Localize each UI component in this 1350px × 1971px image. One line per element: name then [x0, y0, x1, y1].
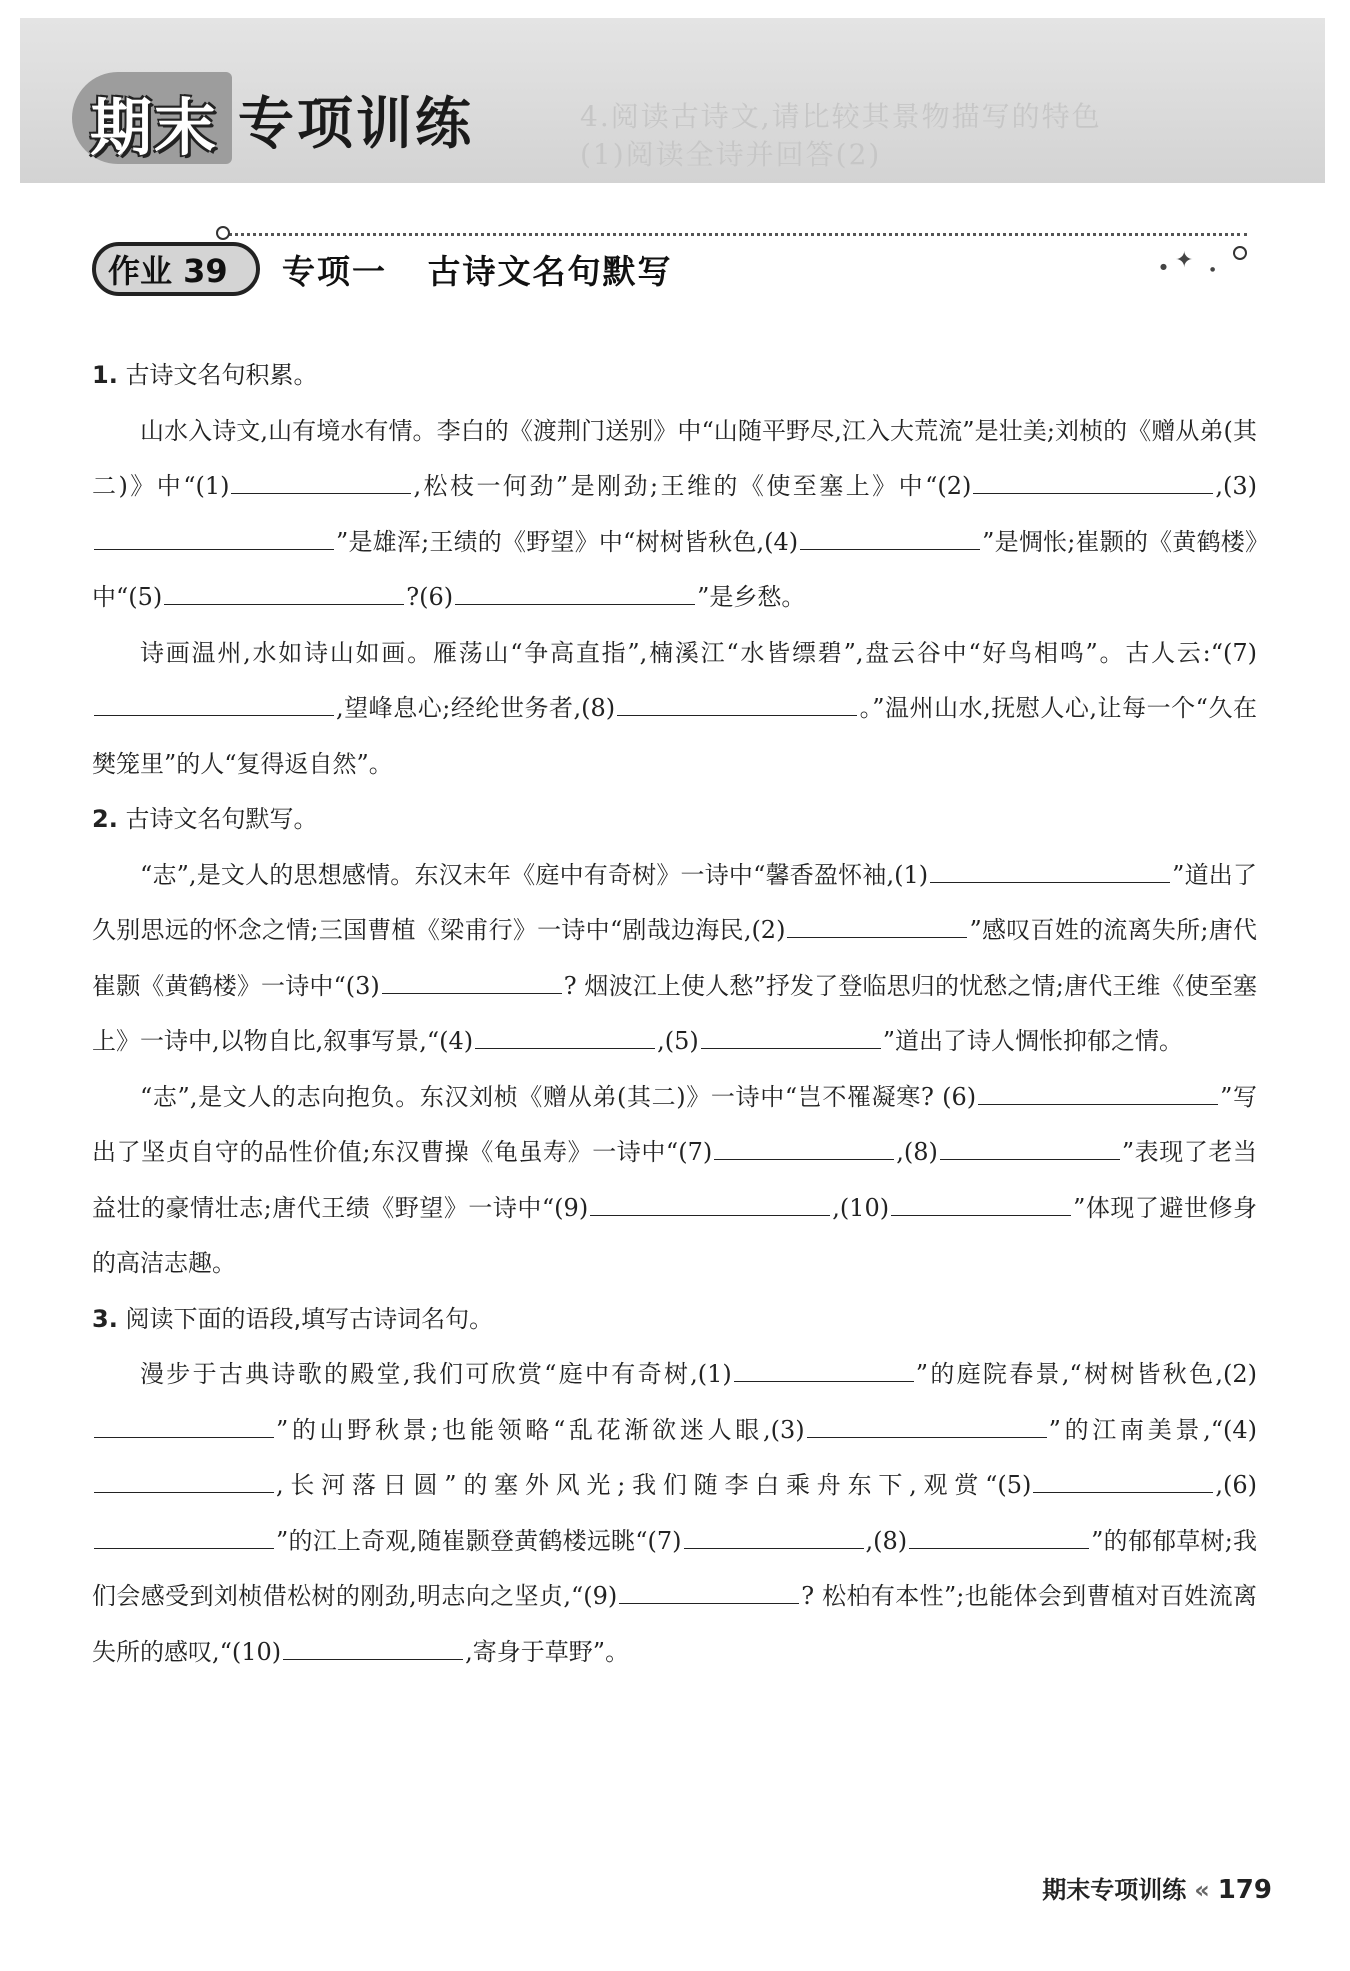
question-1-heading	[92, 348, 1257, 404]
chevron-left-icon: «	[1194, 1876, 1210, 1904]
text-segment: ”的江上奇观,随崔颢登黄鹤楼远眺“(7)	[276, 1526, 682, 1555]
question-title: 阅读下面的语段,填写古诗词名句。	[125, 1304, 494, 1333]
answer-blank[interactable]	[475, 1023, 655, 1049]
text-segment: ,(5)	[657, 1027, 699, 1055]
banner-badge: 期末	[90, 91, 219, 164]
footer-label: 期末专项训练	[1042, 1876, 1187, 1904]
dot-icon: ●	[1160, 262, 1167, 271]
page-number: 179	[1217, 1875, 1272, 1905]
answer-blank[interactable]	[94, 1522, 274, 1548]
question-number: 1.	[92, 361, 118, 389]
answer-blank[interactable]	[930, 856, 1170, 882]
text-segment: ”是惆怅;崔颢的《黄鹤楼》中“(5)	[92, 527, 1258, 611]
answer-blank[interactable]	[978, 1078, 1218, 1104]
text-segment: ”是乡愁。	[697, 583, 806, 611]
text-segment: ,(3)	[1215, 472, 1257, 500]
text-segment: ,寄身于草野”。	[465, 1637, 630, 1666]
assignment-topic: 专项一 古诗文名句默写	[282, 252, 673, 291]
text-segment: ,(10)	[832, 1193, 890, 1222]
banner-ghost-line: (1)阅读全诗并回答(2)	[580, 138, 882, 171]
answer-blank[interactable]	[382, 967, 562, 993]
question-1-paragraph-2	[92, 626, 1257, 793]
question-2-paragraph-1	[92, 848, 1257, 1070]
text-segment: ”的庭院春景,“树树皆秋色,(2)	[915, 1360, 1257, 1388]
text-segment: “志”,是文人的志向抱负。东汉刘桢《赠从弟(其二)》一诗中“岂不罹凝寒? (6)	[140, 1082, 977, 1111]
answer-blank[interactable]	[455, 579, 695, 605]
text-segment: “志”,是文人的思想感情。东汉末年《庭中有奇树》一诗中“馨香盈怀袖,(1)	[140, 860, 929, 889]
dotted-divider	[222, 233, 1247, 236]
text-segment: 诗画温州,水如诗山如画。雁荡山“争高直指”,楠溪江“水皆缥碧”,盘云谷中“好鸟相鸣”。古人云:“(7)	[140, 638, 1257, 667]
question-1-paragraph-1	[92, 404, 1257, 626]
text-segment: ”是雄浑;王绩的《野望》中“树树皆秋色,(4)	[336, 527, 799, 556]
text-segment: ”体现了避世修身的高洁志趣。	[92, 1193, 1257, 1277]
answer-blank[interactable]	[283, 1633, 463, 1659]
question-3-heading	[92, 1292, 1257, 1348]
text-segment: ?(6)	[406, 583, 454, 611]
assignment-badge: 作业 39	[108, 252, 228, 290]
answer-blank[interactable]	[701, 1023, 881, 1049]
text-segment: 。”温州山水,抚慰人心,让每一个“久在樊笼里”的人“复得返自然”。	[92, 694, 1257, 778]
question-title: 古诗文名句积累。	[125, 361, 318, 389]
answer-blank[interactable]	[94, 1411, 274, 1437]
answer-blank[interactable]	[909, 1522, 1089, 1548]
divider-circle-icon	[216, 226, 230, 240]
question-number: 2.	[92, 805, 118, 833]
answer-blank[interactable]	[164, 579, 404, 605]
answer-blank[interactable]	[684, 1522, 864, 1548]
text-segment: ”道出了诗人惆怅抑郁之情。	[882, 1027, 1184, 1055]
text-segment: ”表现了老当益壮的豪情壮志;唐代王绩《野望》一诗中“(9)	[92, 1138, 1257, 1222]
answer-blank[interactable]	[714, 1134, 894, 1160]
text-segment: ? 松柏有本性”;也能体会到曹植对百姓流离失所的感叹,“(10)	[92, 1582, 1257, 1666]
text-segment: ? 烟波江上使人愁”抒发了登临思归的忧愁之情;唐代王维《使至塞上》一诗中,以物自比,叙事写景,“(4)	[92, 971, 1257, 1055]
exercise-content	[92, 348, 1257, 1680]
question-title: 古诗文名句默写。	[125, 805, 318, 833]
answer-blank[interactable]	[94, 690, 334, 716]
answer-blank[interactable]	[617, 690, 857, 716]
text-segment: ,(8)	[896, 1138, 938, 1166]
banner-title: 专项训练	[238, 92, 474, 157]
text-segment: ”的江南美景,“(4)	[1048, 1415, 1257, 1444]
answer-blank[interactable]	[807, 1411, 1047, 1437]
question-2-heading	[92, 792, 1257, 848]
banner-ghost-text	[580, 98, 1280, 174]
divider-circle-icon	[1233, 246, 1247, 260]
text-segment: ”感叹百姓的流离失所;唐代崔颢《黄鹤楼》一诗中“(3)	[92, 916, 1258, 1000]
answer-blank[interactable]	[940, 1134, 1120, 1160]
question-2-paragraph-2	[92, 1070, 1257, 1292]
text-segment: ,松枝一何劲”是刚劲;王维的《使至塞上》中“(2)	[413, 472, 972, 500]
text-segment: ,望峰息心;经纶世务者,(8)	[336, 694, 616, 722]
sparkle-icon: ✦	[1175, 248, 1194, 273]
text-segment: ”的郁郁草树;我们会感受到刘桢借松树的刚劲,明志向之坚贞,“(9)	[92, 1526, 1258, 1610]
text-segment: ,长河落日圆”的塞外风光;我们随李白乘舟东下,观赏“(5)	[276, 1471, 1032, 1499]
text-segment: ”写出了坚贞自守的品性价值;东汉曹操《龟虽寿》一诗中“(7)	[92, 1082, 1257, 1166]
answer-blank[interactable]	[231, 468, 411, 494]
answer-blank[interactable]	[973, 468, 1213, 494]
text-segment: 漫步于古典诗歌的殿堂,我们可欣赏“庭中有奇树,(1)	[140, 1360, 732, 1388]
answer-blank[interactable]	[734, 1356, 914, 1382]
answer-blank[interactable]	[891, 1189, 1071, 1215]
text-segment: ”的山野秋景;也能领略“乱花渐欲迷人眼,(3)	[276, 1415, 805, 1444]
banner-ghost-line: 4.阅读古诗文,请比较其景物描写的特色	[580, 100, 1102, 133]
answer-blank[interactable]	[94, 1467, 274, 1493]
answer-blank[interactable]	[94, 523, 334, 549]
dot-icon: ●	[1210, 266, 1216, 273]
question-3-paragraph-1	[92, 1347, 1257, 1680]
answer-blank[interactable]	[787, 912, 967, 938]
question-number: 3.	[92, 1304, 118, 1333]
page-footer	[1042, 1870, 1272, 1905]
text-segment: ,(8)	[865, 1526, 908, 1555]
answer-blank[interactable]	[800, 523, 980, 549]
answer-blank[interactable]	[1033, 1467, 1213, 1493]
text-segment: 山水入诗文,山有境水有情。李白的《渡荆门送别》中“山随平野尽,江入大荒流”是壮美;刘桢的《赠从弟(其二)》中“(1)	[92, 416, 1257, 500]
text-segment: ”道出了久别思远的怀念之情;三国曹植《梁甫行》一诗中“剧哉边海民,(2)	[92, 860, 1257, 944]
answer-blank[interactable]	[590, 1189, 830, 1215]
text-segment: ,(6)	[1215, 1471, 1257, 1499]
answer-blank[interactable]	[619, 1578, 799, 1604]
